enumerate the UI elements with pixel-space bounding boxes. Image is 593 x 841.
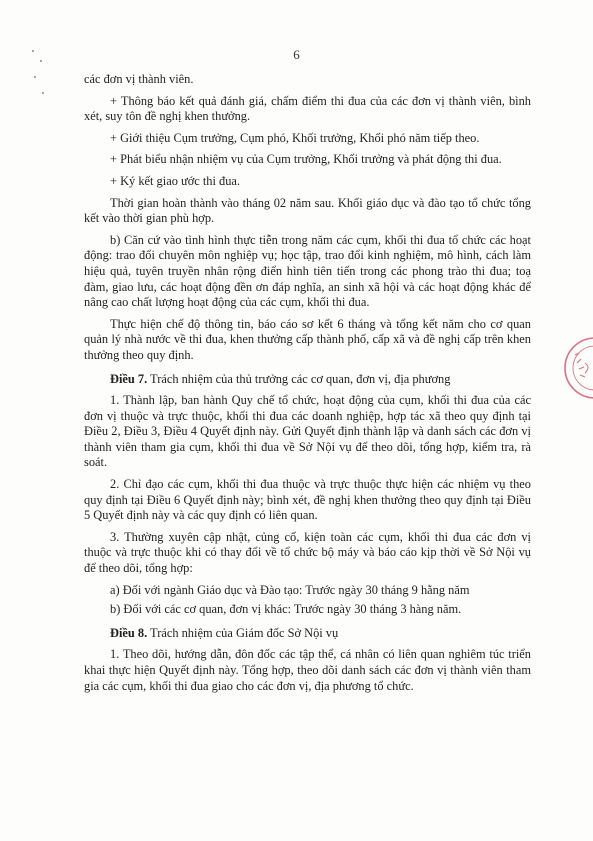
article-7-item: 1. Thành lập, ban hành Quy chế tổ chức, hoạt động của cụm, khối thi đua của các đơn vị thuộc và trực thuộc, khối thi đua các doanh nghiệp, hợp tác xã theo quy định tại Điều 2, Điều 3, Điều 4 Quyết định này. Gửi Quyết định thành lập và danh sách các đơn vị thành viên tham gia cụm, khối thi đua về Sở Nội vụ để theo dõi, tổng hợp, kiểm tra, rà soát. xyxy=(84,393,531,470)
paragraph: + Ký kết giao ước thi đua. xyxy=(110,173,241,188)
article-7-item: 2. Chỉ đạo các cụm, khối thi đua thuộc và trực thuộc thực hiện các nhiệm vụ theo quy định tại Điều 6 Quyết định này; bình xét, đề nghị khen thưởng theo quy định tại Điều 5 Quyết định này và các quy định có liên quan. xyxy=(84,477,531,523)
paragraph: + Thông báo kết quả đánh giá, chấm điểm thi đua của các đơn vị thành viên, bình xét, suy tôn đề nghị khen thưởng. xyxy=(84,93,531,124)
paragraph: Thực hiện chế độ thông tin, báo cáo sơ kết 6 tháng và tổng kết năm cho cơ quan quản lý nhà nước về thi đua, khen thưởng cấp thành phố, cấp xã và đề nghị cấp trên khen thưởng theo quy định. xyxy=(84,316,531,362)
page-number: 6 xyxy=(293,47,300,62)
article-8-heading xyxy=(84,626,531,642)
article-8-item: 1. Theo dõi, hướng dẫn, đôn đốc các tập thể, cá nhân có liên quan nghiêm túc triển khai thực hiện Quyết định này. Tổng hợp, theo dõi danh sách các đơn vị thành viên tham gia các cụm, khối thi đua giao cho các đơn vị, địa phương tổ chức. xyxy=(84,647,531,693)
article-8-title: Trách nhiệm của Giám đốc Sở Nội vụ xyxy=(147,625,339,640)
paragraph: b) Căn cứ vào tình hình thực tiễn trong năm các cụm, khối thi đua tổ chức các hoạt động: trao đổi chuyên môn nghiệp vụ; học tập, trao đổi kinh nghiệm, mô hình, cách làm hiệu quả, tuyên truyền nhân rộng điển hình tiên tiến trong các phong trào thi đua; toạ đàm, giao lưu, các hoạt động đền ơn đáp nghĩa, an sinh xã hội và các hoạt động khác để nâng cao chất lượng hoạt động của các cụm, khối thi đua. xyxy=(84,232,531,310)
article-8-label: Điều 8. xyxy=(110,625,148,640)
paragraph: Thời gian hoàn thành vào tháng 02 năm sau. Khối giáo dục và đào tạo tổ chức tổng kết vào thời gian phù hợp. xyxy=(84,195,531,226)
stamp-emblem xyxy=(585,363,588,373)
article-7-heading xyxy=(84,372,531,388)
document-body xyxy=(84,72,531,700)
article-7-item: b) Đối với các cơ quan, đơn vị khác: Trước ngày 30 tháng 3 hàng năm. xyxy=(110,602,462,617)
article-7-item: a) Đối với ngành Giáo dục và Đào tạo: Trước ngày 30 tháng 9 hằng năm xyxy=(110,582,470,597)
paragraph: các đơn vị thành viên. xyxy=(84,72,194,86)
paragraph: + Phát biểu nhận nhiệm vụ của Cụm trưởng, Khối trưởng và phát động thi đua. xyxy=(110,152,502,167)
paragraph: + Giới thiệu Cụm trưởng, Cụm phó, Khối trưởng, Khối phó năm tiếp theo. xyxy=(110,130,480,145)
article-7-label: Điều 7. xyxy=(110,371,148,386)
article-7-title: Trách nhiệm của thủ trưởng các cơ quan, đơn vị, địa phương xyxy=(147,371,451,386)
article-7-item: 3. Thường xuyên cập nhật, củng cố, kiện toàn các cụm, khối thi đua các đơn vị thuộc và trực thuộc khi có thay đổi về tổ chức bộ máy và báo cáo kịp thời về Sở Nội vụ để theo dõi, tổng hợp: xyxy=(84,529,531,576)
red-seal-stamp xyxy=(555,333,593,403)
